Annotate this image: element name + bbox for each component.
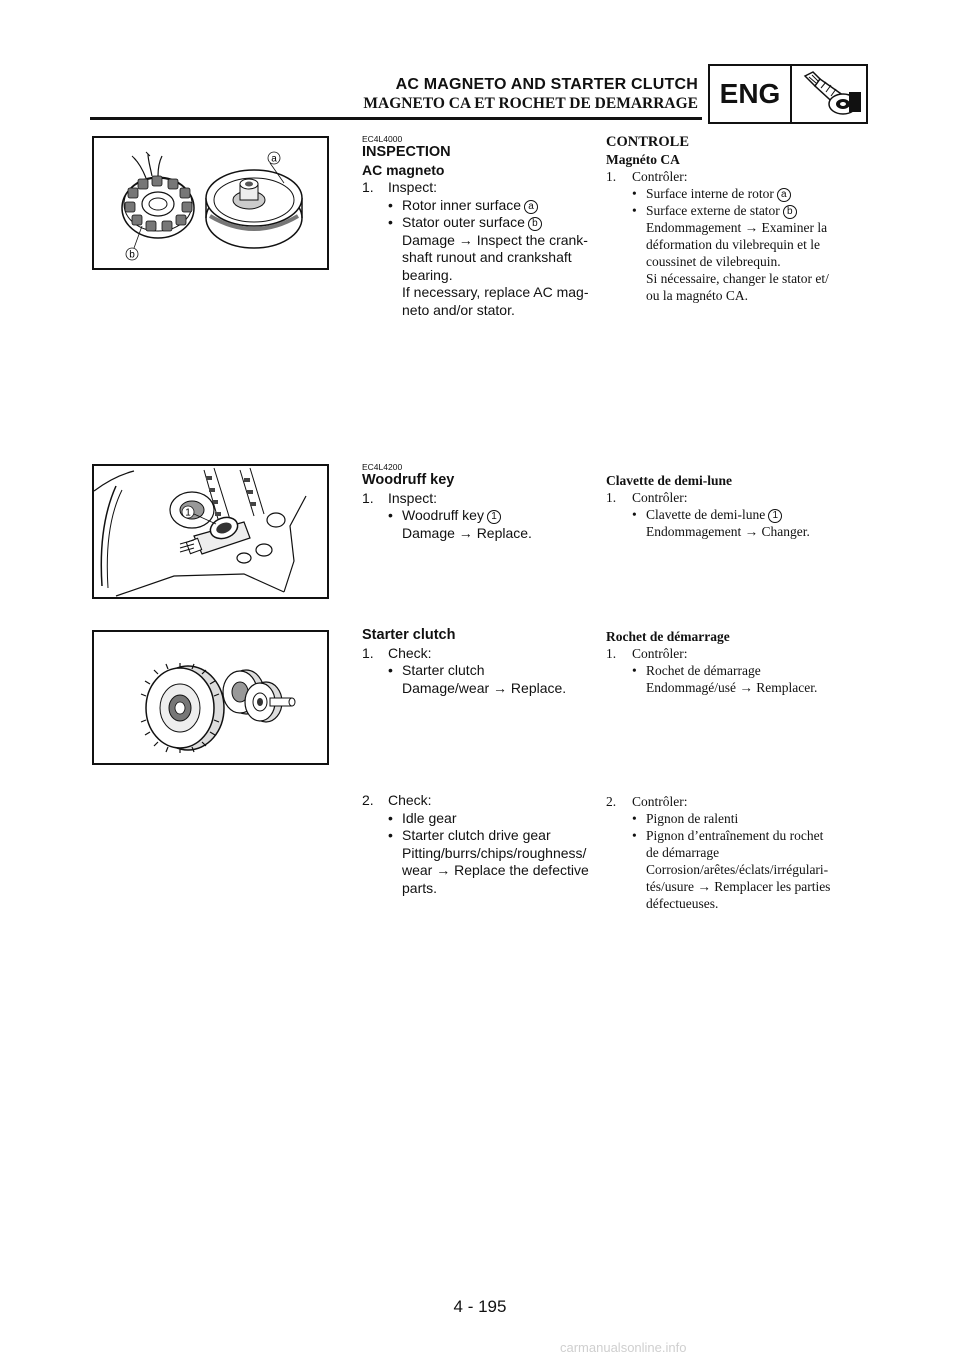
text-line: Damage → Replace. xyxy=(402,524,532,541)
section-title: Starter clutch xyxy=(362,627,456,643)
step-text: Inspect: xyxy=(388,179,438,195)
step-text: Contrôler: xyxy=(632,646,688,661)
text-line: wear → Replace the defective xyxy=(402,862,589,878)
figure-starter-clutch xyxy=(92,630,329,765)
step-number: 1. xyxy=(362,644,374,661)
step-number: 1. xyxy=(362,179,374,195)
step-number: 1. xyxy=(606,646,617,661)
starter-clutch-gear-drawing xyxy=(141,663,224,753)
figure-ac-magneto xyxy=(92,136,329,270)
ref-mark-b: b xyxy=(528,217,542,231)
step-number: 1. xyxy=(606,490,617,505)
callout-b-label: b xyxy=(129,249,135,261)
ref-mark-1: 1 xyxy=(487,510,501,524)
text-line: de démarrage xyxy=(646,845,720,860)
subsection-title-fr: Magnéto CA xyxy=(606,152,680,167)
bullet-text: Pignon d’entraînement du rochet xyxy=(646,828,824,843)
rotor-drawing xyxy=(206,170,302,248)
section-title-fr: Clavette de demi-lune xyxy=(606,473,732,488)
bullet-text: Surface externe de stator xyxy=(646,203,780,218)
header-title-fr: MAGNETO CA ET ROCHET DE DEMARRAGE xyxy=(363,95,698,112)
ref-mark-1: 1 xyxy=(768,509,782,523)
section-title: Woodruff key xyxy=(362,472,455,488)
header-rule xyxy=(90,117,702,120)
wrench-bolt-icon xyxy=(792,66,866,122)
step-text: Check: xyxy=(388,792,432,808)
step-text: Check: xyxy=(388,644,432,661)
step-text: Contrôler: xyxy=(632,169,688,184)
step-item xyxy=(606,489,868,506)
step-number: 2. xyxy=(606,794,617,809)
text-line: coussinet de vilebrequin. xyxy=(646,254,781,269)
figure-woodruff-key xyxy=(92,464,329,599)
text-line: Si nécessaire, changer le stator et/ xyxy=(646,271,829,286)
bullet-item: • Pignon de ralenti xyxy=(632,811,739,826)
text-line: Pitting/burrs/chips/roughness/ xyxy=(402,844,587,861)
bullet-item: • Rochet de démarrage xyxy=(632,663,761,678)
bullet-text: Woodruff key xyxy=(402,507,484,523)
stator-drawing xyxy=(122,152,194,238)
step-item xyxy=(362,179,602,197)
bullet-item: • Starter clutch xyxy=(388,662,485,678)
text-line: ou la magnéto CA. xyxy=(646,288,748,303)
text-line: Damage → Inspect the crank- xyxy=(402,231,588,248)
step-item xyxy=(362,792,602,810)
bullet-text: Stator outer surface xyxy=(402,214,525,230)
step-text: Inspect: xyxy=(388,489,438,506)
step-text: Contrôler: xyxy=(632,490,688,505)
section-badge-label: ENG xyxy=(710,66,792,122)
callout-a-label: a xyxy=(271,153,277,165)
text-line: Endommagé/usé → Remplacer. xyxy=(646,680,818,695)
bullet-item: • Clavette de demi-lune 1 xyxy=(606,506,868,523)
idle-gear-drawing xyxy=(223,670,295,722)
section-badge xyxy=(708,64,868,124)
step-number: 2. xyxy=(362,792,374,808)
text-line: défectueuses. xyxy=(646,896,719,911)
ref-mark-a: a xyxy=(524,200,538,214)
text-line: neto and/or stator. xyxy=(402,301,515,318)
step-item xyxy=(362,490,602,508)
bullet-item: • Surface externe de stator b xyxy=(606,202,868,219)
bullet-text: Starter clutch drive gear xyxy=(402,827,551,843)
section-code: EC4L4200 xyxy=(362,462,403,472)
bullet-item: • Stator outer surface b xyxy=(362,214,602,232)
text-line: Corrosion/arêtes/éclats/irrégulari- xyxy=(646,862,829,877)
text-line: déformation du vilebrequin et le xyxy=(646,237,820,252)
bullet-item: • Starter clutch drive gear xyxy=(388,827,551,843)
section-idle-gear-fr xyxy=(606,793,868,912)
watermark: carmanualsonline.info xyxy=(560,1340,687,1355)
section-inspection-en xyxy=(362,134,602,319)
text-line: shaft runout and crankshaft xyxy=(402,249,572,265)
ref-mark-a: a xyxy=(777,188,791,202)
text-line: Damage/wear → Replace. xyxy=(402,679,567,696)
section-woodruff-key-en xyxy=(362,462,602,542)
section-woodruff-key-fr xyxy=(606,472,868,540)
text-line: Endommagement → Changer. xyxy=(646,524,810,539)
section-starter-clutch-fr xyxy=(606,628,868,696)
bullet-text: Rochet de démarrage xyxy=(646,663,761,678)
step-number: 1. xyxy=(362,489,374,506)
section-idle-gear-en xyxy=(362,792,602,897)
section-inspection-fr xyxy=(606,134,868,304)
callout-1-label: 1 xyxy=(185,507,191,519)
text-line: Endommagement → Examiner la xyxy=(646,220,828,235)
step-item xyxy=(606,793,868,810)
section-title-fr: CONTROLE xyxy=(606,134,689,150)
bullet-item: • Woodruff key 1 xyxy=(362,507,602,525)
bullet-text: Starter clutch xyxy=(402,662,485,678)
text-line: If necessary, replace AC mag- xyxy=(402,284,589,300)
text-line: tés/usure → Remplacer les parties xyxy=(646,879,831,894)
step-item xyxy=(606,168,868,185)
bullet-text: Pignon de ralenti xyxy=(646,811,739,826)
bullet-text: Idle gear xyxy=(402,809,457,826)
text-line: bearing. xyxy=(402,266,453,283)
section-code: EC4L4000 xyxy=(362,134,403,144)
step-text: Contrôler: xyxy=(632,794,688,809)
text-line: parts. xyxy=(402,879,438,896)
section-title: INSPECTION xyxy=(362,144,451,160)
section-title-fr: Rochet de démarrage xyxy=(606,629,730,644)
bullet-item: • Rotor inner surface a xyxy=(362,197,602,215)
step-item xyxy=(606,645,868,662)
section-starter-clutch-en xyxy=(362,627,602,697)
header-title-en: AC MAGNETO AND STARTER CLUTCH xyxy=(395,76,698,93)
page-number: 4 - 195 xyxy=(453,1297,507,1316)
bullet-text: Rotor inner surface xyxy=(402,196,522,213)
bullet-text: Surface interne de rotor xyxy=(646,186,774,201)
step-number: 1. xyxy=(606,169,617,184)
bullet-item: • Idle gear xyxy=(388,809,457,826)
bullet-item: • Surface interne de rotor a xyxy=(606,185,868,202)
bullet-item: • Pignon d’entraînement du rochet xyxy=(632,828,824,843)
bullet-text: Clavette de demi-lune xyxy=(646,507,766,522)
step-item xyxy=(362,645,602,663)
ref-mark-b: b xyxy=(783,205,797,219)
subsection-title: AC magneto xyxy=(362,161,445,178)
